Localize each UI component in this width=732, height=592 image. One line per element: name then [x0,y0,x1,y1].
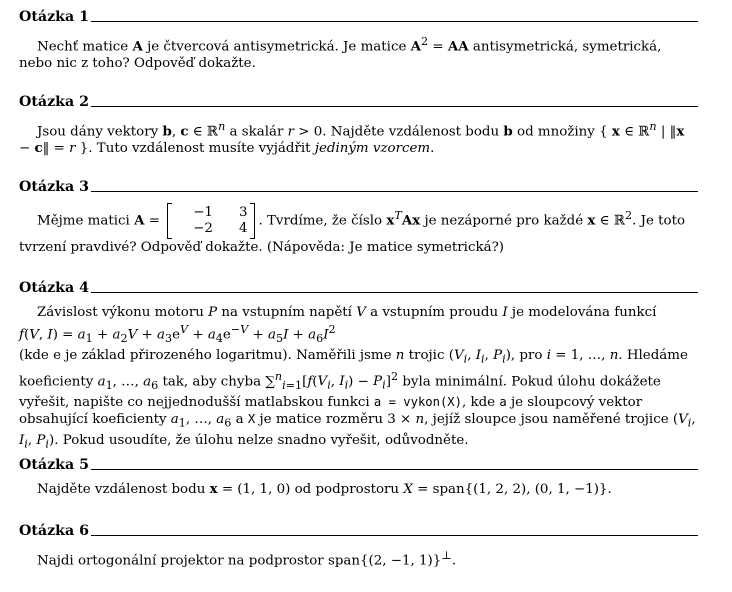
question-6 [19,520,698,569]
question-6-text: Najdi ortogonální projektor na podprostor span{(2, −1, 1)}⊥. [37,549,457,569]
matrix-a [167,203,255,239]
question-3-text: Mějme matici A = −1 3 −2 4 . Tvrdíme, že číslo $x^TAx$ je nezáporné pro každé x ∈ ℝ$^2$. Je toto tvrzení pravdivé? Odpověď dokažte. (Nápověda: Je matice symetrická?) [19,205,686,255]
title-rule [91,535,698,536]
question-2 [19,91,698,157]
question-5 [19,454,698,498]
title-rule [91,191,698,192]
question-4-header [19,277,698,297]
title-rule [91,106,698,107]
question-1-header [19,6,698,26]
question-1-title: Otázka 1 [19,9,89,25]
question-1-text: Nechť matice A je čtvercová antisymetrická. Je matice $A^2$ = AA antisymetrická, symetrická, nebo nic z toho? Odpověď dokažte. [19,35,662,72]
question-1 [19,6,698,72]
title-rule [91,21,698,22]
question-5-title: Otázka 5 [19,457,89,473]
question-5-header [19,454,698,474]
question-6-header [19,520,698,540]
title-rule [91,469,698,470]
question-2-title: Otázka 2 [19,94,89,110]
question-6-title: Otázka 6 [19,523,89,539]
question-4-text: Závislost výkonu motoru P na vstupním napětí V a vstupním proudu I je modelována funkcí f(V, $I) = a_1 + a_2V + a_3e^V + a_4e^{-V} + a_5I + a_6I^2$ (kde e je základ přirozeného logaritmu). Naměřili jsme n trojic ($V_i$, $I_i$, $P_i$), pro i = 1, …, n. Hledáme koeficienty $a_1$, …, $a_6$ tak, aby chyba $\sum^n_{i=1}[f(V_i$, $I_i) - P_i]^2$ byla minimální. Pokud úlohu dokážete vyřešit, napište co nejjednodušší matlabskou funkci a = vykon(X), kde a je sloupcový vektor obsahující koeficienty $a_1$, …, $a_6$ a X je matice rozměru 3 × n, jejíž sloupce jsou naměřené trojice ($V_i$, $I_i$, $P_i$). Pokud usoudíte, že úlohu nelze snadno vyřešit, odůvodněte. [19,305,696,451]
question-2-text: Jsou dány vektory b, c ∈ ℝ$^n$ a skalár r > 0. Najděte vzdálenost bodu b od množiny { x ∈ ℝ$^n$ | ‖x − c‖ = r }. Tuto vzdálenost musíte vyjádřit jediným vzorcem. [19,120,685,157]
question-3-header [19,176,698,196]
matrix-cell: 4 [238,221,248,236]
question-3-title: Otázka 3 [19,179,89,195]
matrix-cell: −1 [193,205,213,220]
question-3 [19,176,698,256]
matrix-cell: 3 [238,205,248,220]
matrix-cell: −2 [193,221,213,236]
question-4-title: Otázka 4 [19,280,89,296]
question-2-header [19,91,698,111]
title-rule [91,292,698,293]
question-5-text: Najděte vzdálenost bodu x = (1, 1, 0) od podprostoru X = span{(1, 2, 2), (0, 1, −1)}. [37,481,612,497]
question-4 [19,277,698,452]
